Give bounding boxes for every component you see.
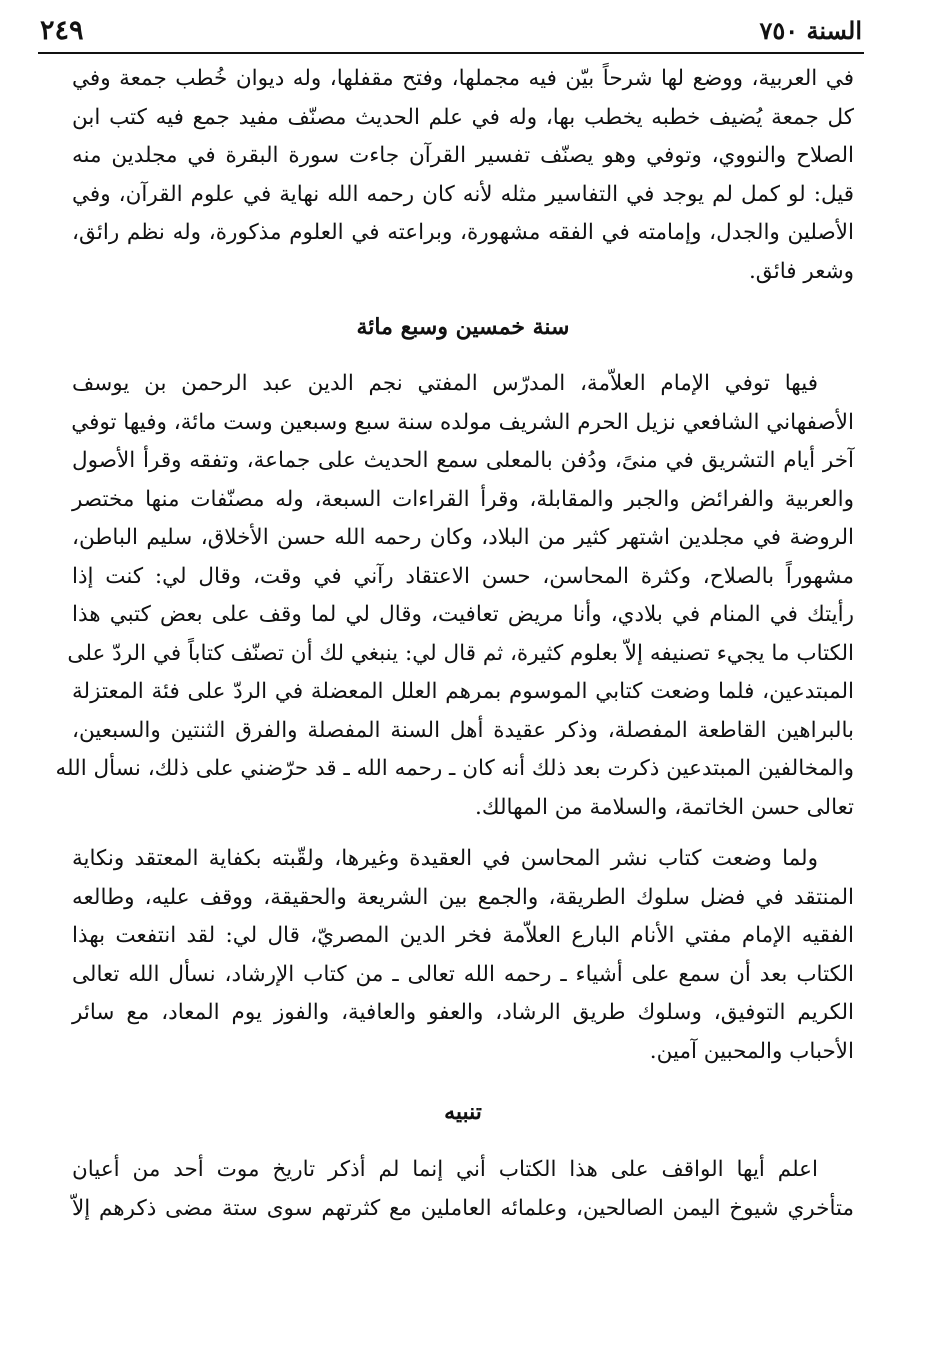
- page-number: ٢٤٩: [40, 15, 84, 46]
- text-line: الأصلين والجدل، وإمامته في الفقه مشهورة، وبراعته في العلوم مذكورة، وله نظم رائق،: [72, 220, 854, 245]
- paragraph-gap: [72, 827, 854, 840]
- text-line: فيها توفي الإمام العلاّمة، المدرّس المفتي نجم الدين عبد الرحمن بن يوسف: [72, 371, 818, 396]
- text-line: والمخالفين المبتدعين ذكرت بعد ذلك أنه كان ـ رحمه الله ـ قد حرّضني على ذلك، نسأل الله: [55, 756, 854, 781]
- body-text: [55, 60, 855, 1228]
- text-line: بالبراهين القاطعة المفصلة، وذكر عقيدة أهل السنة المفصلة والفرق الثنتين والسبعين،: [72, 717, 854, 743]
- text-line: رأيتك في المنام في بلادي، وأنا مريض تعافيت، وقال لي لما وقف على بعض كتبي هذا: [72, 602, 854, 627]
- text-line: وشعر فائق.: [748, 258, 854, 284]
- section-heading-year-750: سنة خمسين وسبع مائة: [356, 314, 570, 340]
- paragraph-continuation: [72, 60, 854, 291]
- text-line: مشهوراً بالصلاح، وكثرة المحاسن، حسن الاعتقاد رآني في وقت، وقال لي: كنت إذا: [72, 563, 854, 589]
- text-line: الصلاح والنووي، وتوفي وهو يصنّف تفسير القرآن جاءت سورة البقرة في مجلدين منه: [72, 143, 854, 168]
- text-line: الأحباب والمحبين آمين.: [649, 1038, 854, 1064]
- text-line: والعربية والفرائض والجبر والمقابلة، وقرأ القراءات السبعة، وله مصنّفات منها مختصر: [72, 486, 854, 512]
- text-line: ولما وضعت كتاب نشر المحاسن في العقيدة وغيرها، ولقّبته بكفاية المعتقد ونكاية: [72, 846, 818, 871]
- text-line: الأصفهاني الشافعي نزيل الحرم الشريف مولده سنة سبع وسبعين وست مائة، وفيها توفي: [71, 409, 854, 435]
- paragraph-year-750: [55, 365, 854, 827]
- section-heading-notice: تنبيه: [444, 1099, 482, 1125]
- text-line: قيل: لو كمل لم يوجد في التفاسير مثله لأنه كان رحمه الله نهاية في علوم القرآن، وفي: [72, 181, 854, 207]
- text-line: كل جمعة يُضيف خطبه يخطب بها، وله في علم الحديث مصنّف مفيد جمع فيه كتب ابن: [72, 104, 854, 130]
- text-line: في العربية، ووضع لها شرحاً بيّن فيه مجملها، وفتح مقفلها، وله ديوان خُطب جمعة وفي: [72, 66, 854, 91]
- text-line: المنتقد في فضل سلوك الطريقة، والجمع بين الشريعة والحقيقة، ووقف عليه، وطالعه: [72, 884, 855, 910]
- text-line: الروضة في مجلدين اشتهر كثير من البلاد، وكان رحمه الله حسن الأخلاق، سليم الباطن،: [72, 525, 854, 550]
- running-head-title: السنة ٧٥٠: [759, 16, 862, 45]
- text-line: تعالى حسن الخاتمة، والسلامة من المهالك.: [475, 794, 854, 820]
- running-head: [40, 14, 862, 48]
- text-line: اعلم أيها الواقف على هذا الكتاب أني إنما لم أذكر تاريخ موت أحد من أعيان: [72, 1157, 818, 1182]
- text-line: المبتدعين، فلما وضعت كتابي الموسوم بمرهم العلل المعضلة في الردّ على فئة المعتزلة: [72, 679, 854, 704]
- text-line: الكتاب بعد أن سمع على أشياء ـ رحمه الله تعالى ـ من كتاب الإرشاد، نسأل الله تعالى: [72, 961, 854, 987]
- text-line: الكتاب ما يجيء تصنيفه إلاّ بعلوم كثيرة، ثم قال لي: ينبغي لك أن تصنّف كتاباً في الردّ على: [67, 640, 854, 666]
- text-line: الفقيه الإمام مفتي الأنام البارع العلاّمة فخر الدين المصريّ، قال لي: لقد انتفعت بهذا: [72, 923, 854, 948]
- text-line: متأخري شيوخ اليمن الصالحين، وعلمائه العاملين مع كثرتهم سوى ستة مضى ذكرهم إلاّ: [72, 1195, 854, 1221]
- text-line: آخر أيام التشريق في منىً، ودُفن بالمعلى سمع الحديث على جماعة، وتفقه وقرأ الأصول: [72, 448, 854, 473]
- paragraph-notice: [72, 1151, 854, 1228]
- text-line: الكريم التوفيق، وسلوك طريق الرشاد، والعفو والعافية، والفوز يوم المعاد، مع سائر: [72, 1000, 854, 1025]
- header-rule: [38, 52, 864, 54]
- paragraph-book-note: [72, 840, 854, 1071]
